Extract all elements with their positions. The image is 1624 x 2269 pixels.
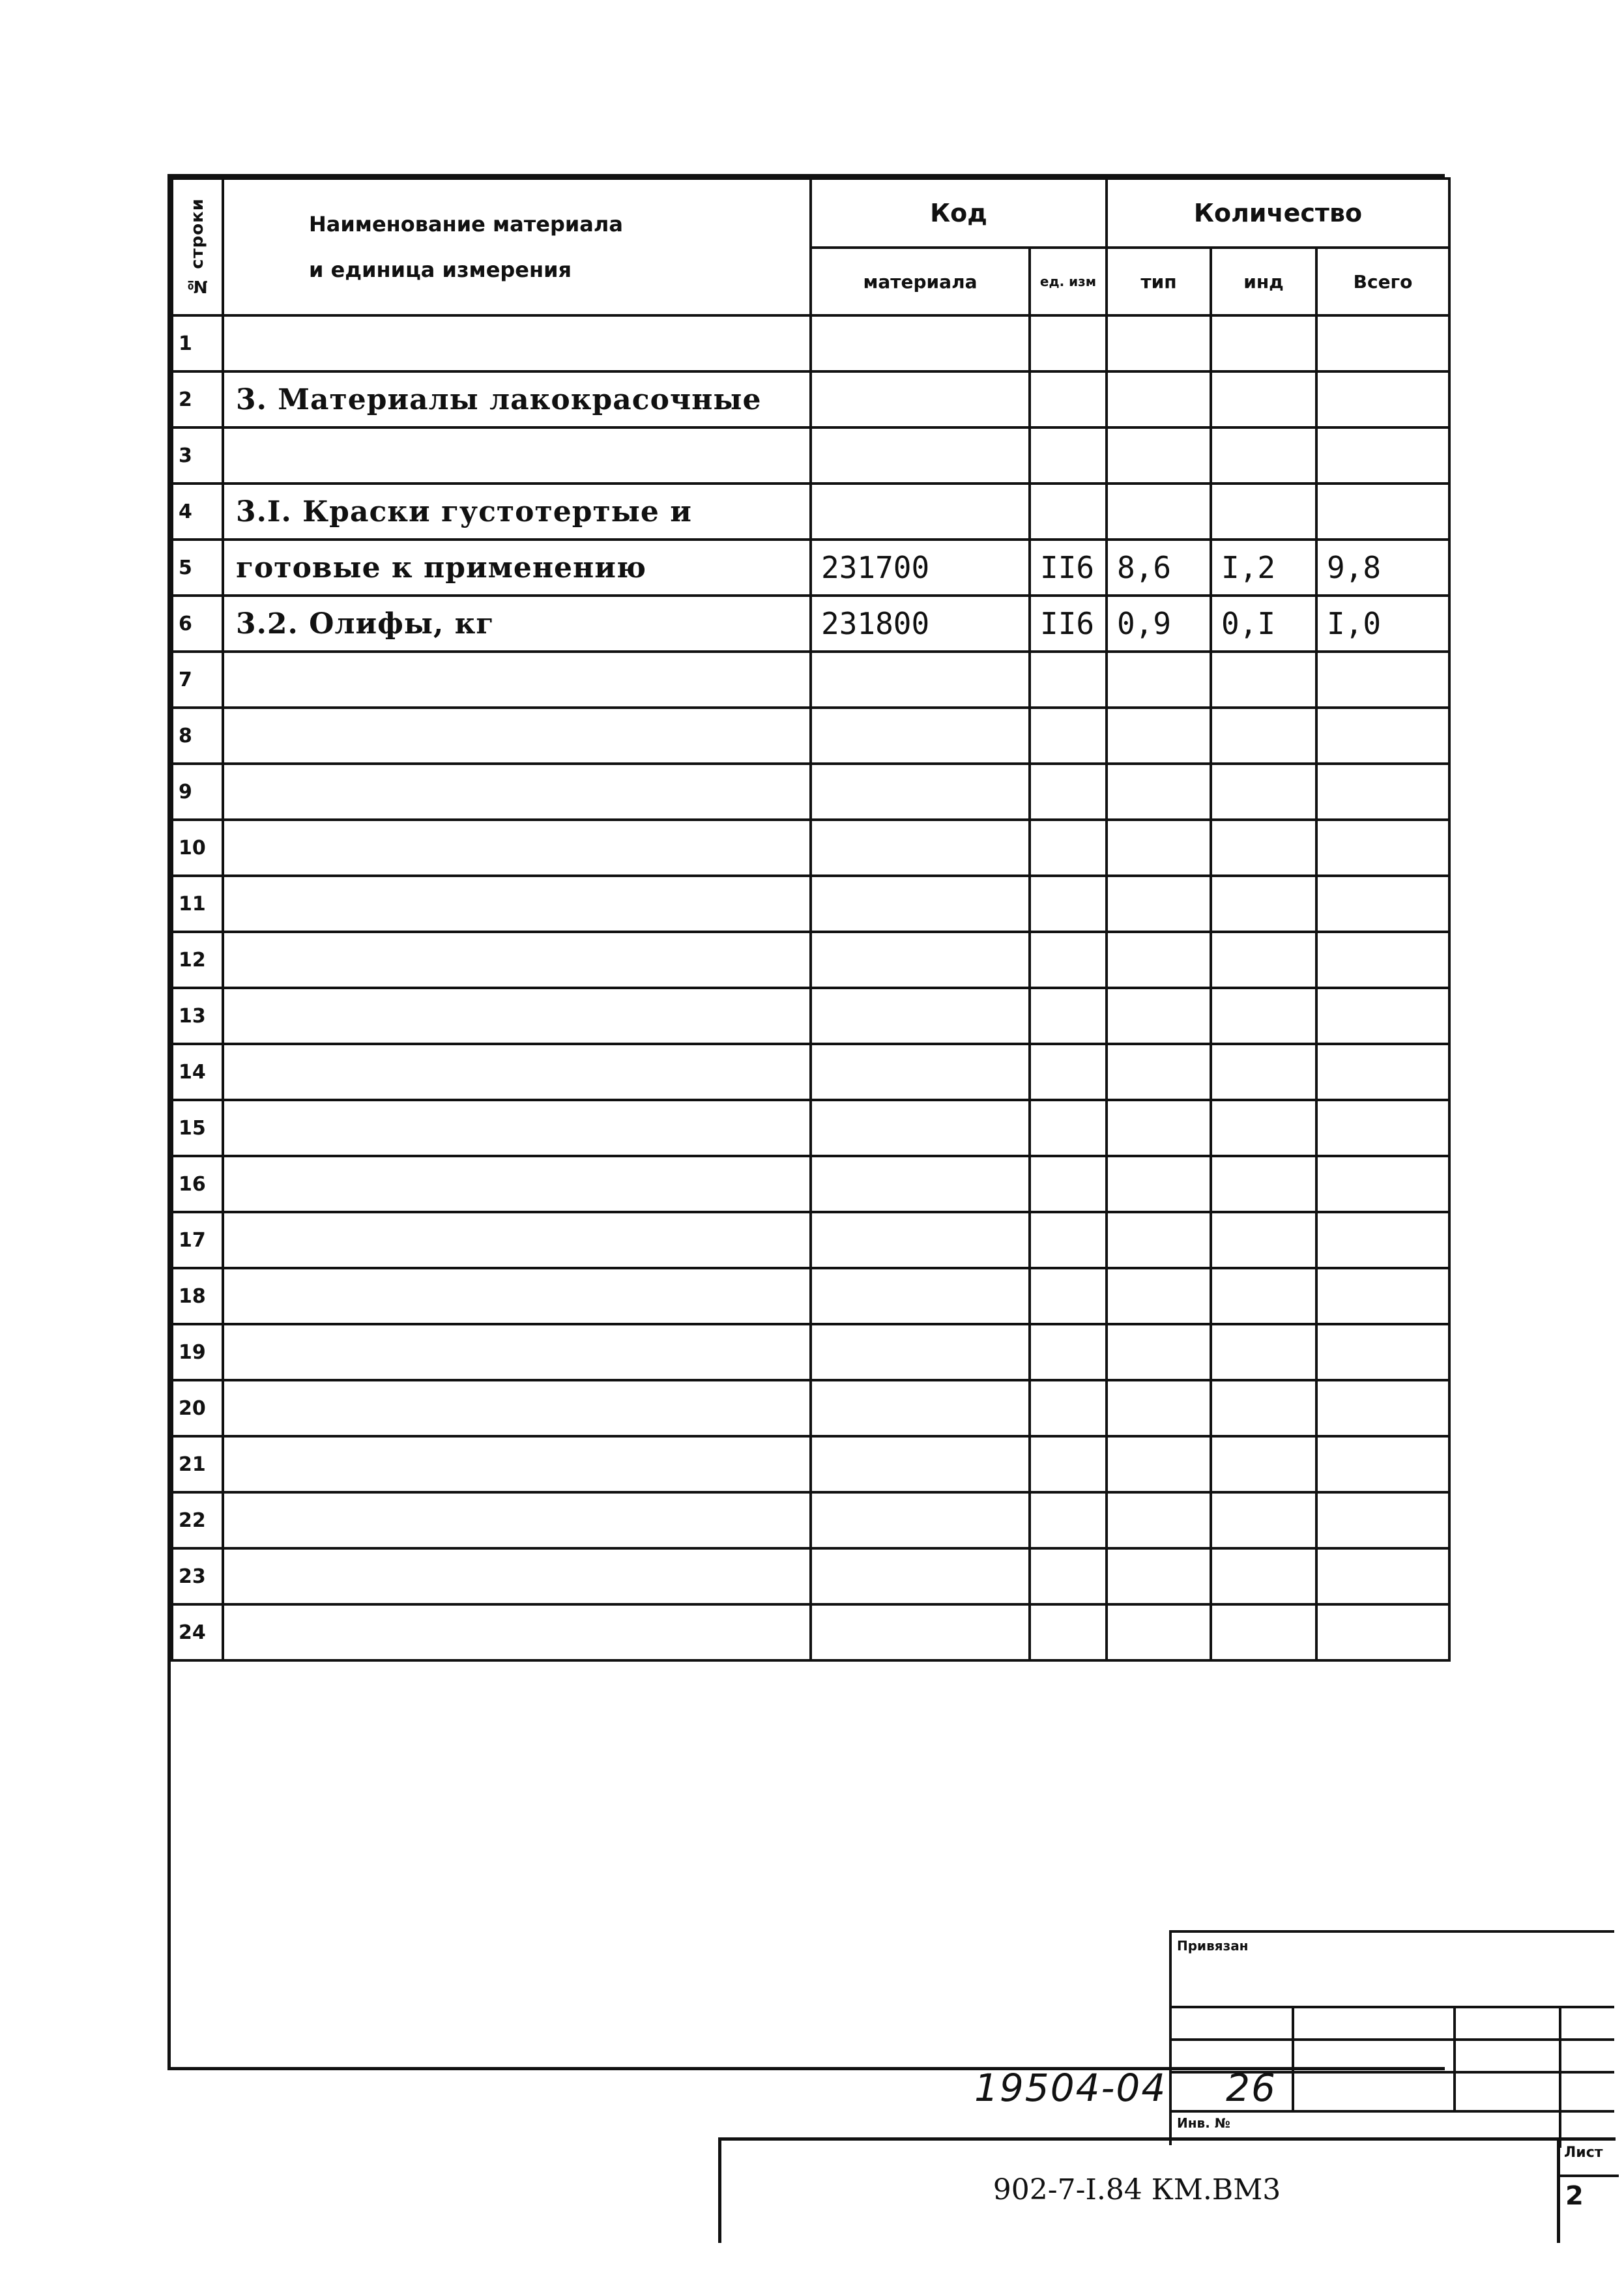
binding-stamp xyxy=(1169,1930,1614,2145)
document-code: 902-7-I.84 КМ.ВМ3 xyxy=(993,2173,1281,2206)
header-row-1 xyxy=(172,179,1449,248)
unit-code-cell xyxy=(1030,708,1107,764)
material-name-cell xyxy=(223,1380,811,1436)
unit-code-cell xyxy=(1030,820,1107,876)
table-row xyxy=(172,540,1449,596)
sheet-divider xyxy=(1560,2175,1619,2177)
material-code-cell xyxy=(811,315,1030,371)
qty-total-cell xyxy=(1316,1492,1449,1548)
header-material-name xyxy=(223,179,811,315)
unit-code-cell xyxy=(1030,988,1107,1044)
unit-code-cell xyxy=(1030,1044,1107,1100)
unit-code-cell xyxy=(1030,1436,1107,1492)
qty-total-cell xyxy=(1316,1268,1449,1324)
qty-tip-cell: 0,9 xyxy=(1107,596,1211,652)
row-number-cell: 7 xyxy=(172,652,223,708)
table-row xyxy=(172,1380,1449,1436)
qty-tip-cell xyxy=(1107,708,1211,764)
qty-tip-cell xyxy=(1107,1100,1211,1156)
qty-tip-cell xyxy=(1107,1268,1211,1324)
row-number-cell: 2 xyxy=(172,371,223,427)
qty-tip-cell xyxy=(1107,1156,1211,1212)
header-name-line2: и единица измерения xyxy=(309,257,572,282)
material-name-cell xyxy=(223,315,811,371)
qty-tip-cell xyxy=(1107,764,1211,820)
qty-tip-cell: 8,6 xyxy=(1107,540,1211,596)
row-number-cell: 11 xyxy=(172,876,223,932)
unit-code-cell xyxy=(1030,1324,1107,1380)
qty-total-cell xyxy=(1316,652,1449,708)
archive-footer xyxy=(974,2066,1277,2110)
qty-total-cell xyxy=(1316,371,1449,427)
header-code-group: Код xyxy=(811,179,1107,248)
material-code-cell xyxy=(811,1436,1030,1492)
header-row-number: № строки xyxy=(172,179,223,315)
qty-ind-cell xyxy=(1211,1100,1316,1156)
material-code-cell: 231700 xyxy=(811,540,1030,596)
unit-code-cell xyxy=(1030,1212,1107,1268)
table-row xyxy=(172,1268,1449,1324)
unit-code-cell xyxy=(1030,315,1107,371)
row-number-cell: 24 xyxy=(172,1604,223,1660)
qty-ind-cell xyxy=(1211,1380,1316,1436)
material-code-cell xyxy=(811,764,1030,820)
unit-code-cell xyxy=(1030,1492,1107,1548)
row-number-cell: 13 xyxy=(172,988,223,1044)
material-code-cell xyxy=(811,484,1030,540)
row-number-cell: 17 xyxy=(172,1212,223,1268)
qty-total-cell xyxy=(1316,1100,1449,1156)
header-name-line1: Наименование материала xyxy=(309,212,623,237)
sheet-label: Лист xyxy=(1564,2145,1603,2161)
qty-tip-cell xyxy=(1107,484,1211,540)
material-name-cell xyxy=(223,876,811,932)
material-name-cell xyxy=(223,1492,811,1548)
header-code-unit: ед. изм xyxy=(1030,248,1107,315)
table-row xyxy=(172,876,1449,932)
table-row xyxy=(172,596,1449,652)
material-name-cell xyxy=(223,427,811,484)
row-number-cell: 15 xyxy=(172,1100,223,1156)
qty-total-cell xyxy=(1316,764,1449,820)
stamp-line xyxy=(1559,2006,1561,2148)
table-body xyxy=(172,315,1449,1660)
row-number-cell: 21 xyxy=(172,1436,223,1492)
qty-ind-cell xyxy=(1211,876,1316,932)
unit-code-cell xyxy=(1030,427,1107,484)
material-name-cell: 3. Материалы лакокрасочные xyxy=(223,371,811,427)
material-code-cell xyxy=(811,1156,1030,1212)
qty-tip-cell xyxy=(1107,1044,1211,1100)
table-row xyxy=(172,652,1449,708)
material-code-cell xyxy=(811,1380,1030,1436)
qty-ind-cell xyxy=(1211,652,1316,708)
material-name-cell: готовые к применению xyxy=(223,540,811,596)
material-name-cell xyxy=(223,1604,811,1660)
material-code-cell xyxy=(811,371,1030,427)
qty-tip-cell xyxy=(1107,988,1211,1044)
table-row xyxy=(172,1548,1449,1604)
qty-ind-cell xyxy=(1211,427,1316,484)
material-code-cell xyxy=(811,652,1030,708)
material-name-cell xyxy=(223,1268,811,1324)
material-code-cell xyxy=(811,1548,1030,1604)
qty-tip-cell xyxy=(1107,1212,1211,1268)
stamp-line xyxy=(1453,2006,1456,2110)
table-row xyxy=(172,1492,1449,1548)
row-number-cell: 18 xyxy=(172,1268,223,1324)
qty-ind-cell xyxy=(1211,764,1316,820)
stamp-line xyxy=(1172,2110,1614,2113)
row-number-cell: 6 xyxy=(172,596,223,652)
table-row xyxy=(172,1604,1449,1660)
material-code-cell xyxy=(811,427,1030,484)
qty-tip-cell xyxy=(1107,1548,1211,1604)
table-row xyxy=(172,1212,1449,1268)
qty-total-cell xyxy=(1316,708,1449,764)
material-code-cell xyxy=(811,1044,1030,1100)
row-number-cell: 10 xyxy=(172,820,223,876)
qty-ind-cell xyxy=(1211,1212,1316,1268)
qty-ind-cell xyxy=(1211,1268,1316,1324)
qty-total-cell xyxy=(1316,1604,1449,1660)
row-number-cell: 12 xyxy=(172,932,223,988)
qty-total-cell xyxy=(1316,1044,1449,1100)
qty-ind-cell xyxy=(1211,708,1316,764)
title-block xyxy=(718,2137,1616,2243)
unit-code-cell: II6 xyxy=(1030,596,1107,652)
material-name-cell: 3.2. Олифы, кг xyxy=(223,596,811,652)
qty-tip-cell xyxy=(1107,1324,1211,1380)
stamp-line xyxy=(1172,2006,1614,2008)
stamp-line xyxy=(1292,2006,1294,2110)
unit-code-cell xyxy=(1030,764,1107,820)
unit-code-cell xyxy=(1030,1380,1107,1436)
qty-total-cell xyxy=(1316,1212,1449,1268)
material-name-cell xyxy=(223,764,811,820)
qty-ind-cell xyxy=(1211,315,1316,371)
row-number-cell: 22 xyxy=(172,1492,223,1548)
qty-ind-cell xyxy=(1211,1548,1316,1604)
table-row xyxy=(172,820,1449,876)
qty-total-cell xyxy=(1316,932,1449,988)
qty-ind-cell xyxy=(1211,1324,1316,1380)
row-number-cell: 3 xyxy=(172,427,223,484)
header-quantity-group: Количество xyxy=(1107,179,1449,248)
material-name-cell xyxy=(223,1212,811,1268)
qty-tip-cell xyxy=(1107,932,1211,988)
material-code-cell xyxy=(811,876,1030,932)
unit-code-cell xyxy=(1030,1100,1107,1156)
qty-total-cell xyxy=(1316,484,1449,540)
unit-code-cell xyxy=(1030,1268,1107,1324)
table-row xyxy=(172,988,1449,1044)
unit-code-cell: II6 xyxy=(1030,540,1107,596)
qty-total-cell xyxy=(1316,1548,1449,1604)
table-row xyxy=(172,1044,1449,1100)
material-name-cell xyxy=(223,708,811,764)
table-row xyxy=(172,932,1449,988)
qty-tip-cell xyxy=(1107,1380,1211,1436)
row-number-cell: 23 xyxy=(172,1548,223,1604)
qty-ind-cell xyxy=(1211,820,1316,876)
sheet-number: 2 xyxy=(1565,2181,1584,2211)
qty-total-cell xyxy=(1316,820,1449,876)
unit-code-cell xyxy=(1030,371,1107,427)
row-number-cell: 16 xyxy=(172,1156,223,1212)
table-row xyxy=(172,708,1449,764)
qty-ind-cell xyxy=(1211,1156,1316,1212)
material-name-cell: 3.I. Краски густотертые и xyxy=(223,484,811,540)
row-number-cell: 20 xyxy=(172,1380,223,1436)
material-code-cell xyxy=(811,1268,1030,1324)
table-row xyxy=(172,427,1449,484)
qty-ind-cell xyxy=(1211,1604,1316,1660)
material-code-cell xyxy=(811,820,1030,876)
stamp-inv-no-label: Инв. № xyxy=(1177,2115,1230,2131)
row-number-cell: 5 xyxy=(172,540,223,596)
table-row xyxy=(172,484,1449,540)
material-code-cell xyxy=(811,708,1030,764)
material-code-cell xyxy=(811,1100,1030,1156)
material-name-cell xyxy=(223,1100,811,1156)
stamp-privyazan-label: Привязан xyxy=(1177,1938,1249,1954)
qty-tip-cell xyxy=(1107,371,1211,427)
material-name-cell xyxy=(223,988,811,1044)
table-row xyxy=(172,1156,1449,1212)
qty-tip-cell xyxy=(1107,427,1211,484)
unit-code-cell xyxy=(1030,932,1107,988)
qty-tip-cell xyxy=(1107,820,1211,876)
table-row xyxy=(172,1100,1449,1156)
unit-code-cell xyxy=(1030,1548,1107,1604)
row-number-cell: 9 xyxy=(172,764,223,820)
qty-total-cell xyxy=(1316,1380,1449,1436)
material-code-cell: 231800 xyxy=(811,596,1030,652)
row-number-cell: 4 xyxy=(172,484,223,540)
row-number-cell: 1 xyxy=(172,315,223,371)
material-name-cell xyxy=(223,1044,811,1100)
qty-ind-cell xyxy=(1211,1044,1316,1100)
qty-tip-cell xyxy=(1107,876,1211,932)
archive-page: 26 xyxy=(1226,2066,1277,2110)
header-qty-ind: инд xyxy=(1211,248,1316,315)
qty-tip-cell xyxy=(1107,652,1211,708)
table-row xyxy=(172,315,1449,371)
material-name-cell xyxy=(223,1436,811,1492)
material-code-cell xyxy=(811,1604,1030,1660)
material-code-cell xyxy=(811,988,1030,1044)
qty-total-cell xyxy=(1316,988,1449,1044)
sheet-cell xyxy=(1557,2141,1619,2243)
qty-total-cell xyxy=(1316,1436,1449,1492)
qty-total-cell xyxy=(1316,427,1449,484)
row-number-cell: 8 xyxy=(172,708,223,764)
row-number-cell: 19 xyxy=(172,1324,223,1380)
material-name-cell xyxy=(223,1324,811,1380)
unit-code-cell xyxy=(1030,1156,1107,1212)
material-code-cell xyxy=(811,1492,1030,1548)
qty-ind-cell xyxy=(1211,1436,1316,1492)
qty-ind-cell xyxy=(1211,1492,1316,1548)
qty-tip-cell xyxy=(1107,1492,1211,1548)
table-row xyxy=(172,1324,1449,1380)
material-name-cell xyxy=(223,1156,811,1212)
qty-tip-cell xyxy=(1107,1604,1211,1660)
material-code-cell xyxy=(811,932,1030,988)
qty-ind-cell: I,2 xyxy=(1211,540,1316,596)
stamp-line xyxy=(1172,2038,1614,2041)
qty-total-cell xyxy=(1316,876,1449,932)
table-row xyxy=(172,371,1449,427)
qty-ind-cell: 0,I xyxy=(1211,596,1316,652)
table-row xyxy=(172,1436,1449,1492)
row-number-cell: 14 xyxy=(172,1044,223,1100)
archive-number: 19504-04 xyxy=(974,2066,1167,2110)
qty-ind-cell xyxy=(1211,988,1316,1044)
qty-ind-cell xyxy=(1211,371,1316,427)
unit-code-cell xyxy=(1030,1604,1107,1660)
unit-code-cell xyxy=(1030,876,1107,932)
qty-total-cell: 9,8 xyxy=(1316,540,1449,596)
qty-total-cell xyxy=(1316,1156,1449,1212)
material-code-cell xyxy=(811,1212,1030,1268)
unit-code-cell xyxy=(1030,652,1107,708)
table-row xyxy=(172,764,1449,820)
qty-tip-cell xyxy=(1107,1436,1211,1492)
qty-total-cell xyxy=(1316,1324,1449,1380)
material-name-cell xyxy=(223,652,811,708)
unit-code-cell xyxy=(1030,484,1107,540)
qty-ind-cell xyxy=(1211,484,1316,540)
material-name-cell xyxy=(223,1548,811,1604)
header-qty-tip: тип xyxy=(1107,248,1211,315)
header-qty-total: Всего xyxy=(1316,248,1449,315)
qty-total-cell xyxy=(1316,315,1449,371)
qty-tip-cell xyxy=(1107,315,1211,371)
qty-ind-cell xyxy=(1211,932,1316,988)
qty-total-cell: I,0 xyxy=(1316,596,1449,652)
material-code-cell xyxy=(811,1324,1030,1380)
materials-table xyxy=(171,177,1451,1662)
material-name-cell xyxy=(223,932,811,988)
header-code-material: материала xyxy=(811,248,1030,315)
material-name-cell xyxy=(223,820,811,876)
